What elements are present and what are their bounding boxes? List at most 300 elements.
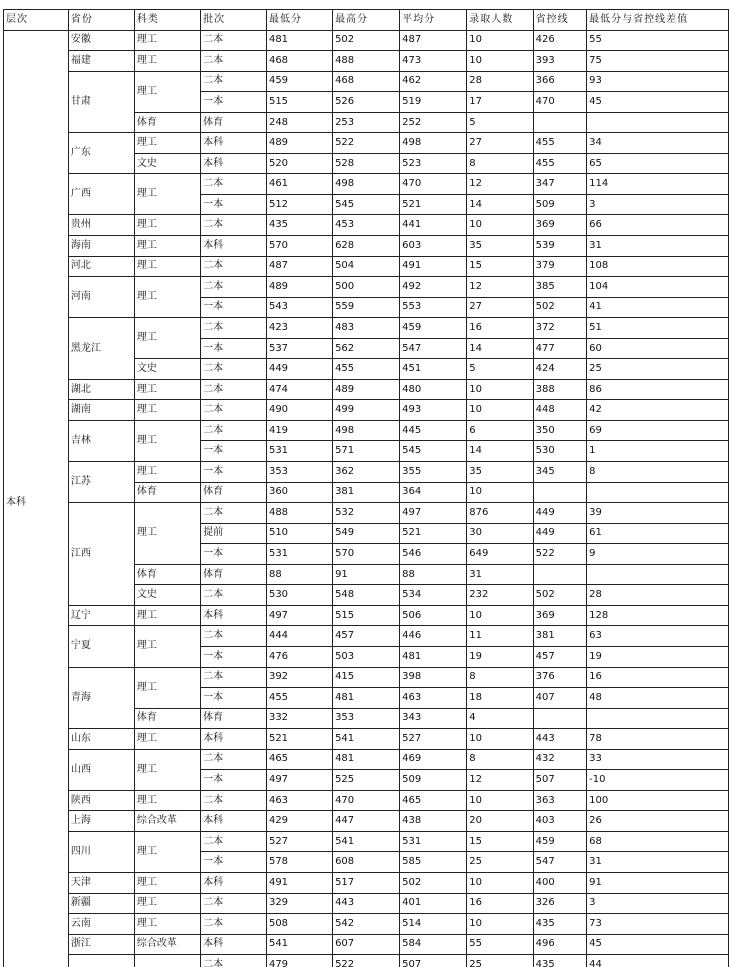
control-line-cell: 426 <box>533 30 586 51</box>
subject-cell: 理工 <box>134 420 200 461</box>
control-line-cell: 507 <box>533 770 586 791</box>
control-line-cell <box>533 482 586 503</box>
province-cell: 浙江 <box>68 934 134 955</box>
min-score-cell: 360 <box>266 482 332 503</box>
province-cell: 安徽 <box>68 30 134 51</box>
avg-score-cell: 521 <box>400 523 467 544</box>
control-line-cell: 400 <box>533 872 586 893</box>
table-row <box>4 914 729 935</box>
batch-cell: 一本 <box>201 462 267 483</box>
max-score-cell: 515 <box>333 605 400 626</box>
province-cell: 吉林 <box>68 420 134 461</box>
diff-cell: 100 <box>587 790 729 811</box>
header-batch: 批次 <box>201 10 267 31</box>
subject-cell: 理工 <box>134 605 200 626</box>
admitted-cell: 27 <box>467 133 533 154</box>
control-line-cell: 424 <box>533 359 586 380</box>
province-cell: 广东 <box>68 133 134 174</box>
control-line-cell: 381 <box>533 626 586 647</box>
control-line-cell: 459 <box>533 831 586 852</box>
subject-cell: 理工 <box>134 277 200 318</box>
table-row <box>4 256 729 277</box>
header-min-score: 最低分 <box>266 10 332 31</box>
diff-cell: 31 <box>587 236 729 257</box>
control-line-cell: 366 <box>533 71 586 92</box>
avg-score-cell: 364 <box>400 482 467 503</box>
avg-score-cell: 401 <box>400 893 467 914</box>
min-score-cell: 463 <box>266 790 332 811</box>
batch-cell: 二本 <box>201 277 267 298</box>
diff-cell: 63 <box>587 626 729 647</box>
batch-cell: 体育 <box>201 112 267 133</box>
min-score-cell: 455 <box>266 688 332 709</box>
avg-score-cell: 446 <box>400 626 467 647</box>
control-line-cell: 435 <box>533 914 586 935</box>
admitted-cell: 232 <box>467 585 533 606</box>
batch-cell: 二本 <box>201 749 267 770</box>
min-score-cell: 479 <box>266 955 332 967</box>
control-line-cell: 443 <box>533 729 586 750</box>
admitted-cell: 25 <box>467 852 533 873</box>
subject-cell: 理工 <box>134 400 200 421</box>
min-score-cell: 531 <box>266 441 332 462</box>
batch-cell: 二本 <box>201 400 267 421</box>
max-score-cell: 453 <box>333 215 400 236</box>
subject-cell: 理工 <box>134 133 200 154</box>
avg-score-cell: 506 <box>400 605 467 626</box>
max-score-cell: 502 <box>333 30 400 51</box>
subject-cell: 理工 <box>134 462 200 483</box>
batch-cell: 本科 <box>201 872 267 893</box>
max-score-cell: 500 <box>333 277 400 298</box>
subject-cell: 理工 <box>134 872 200 893</box>
min-score-cell: 248 <box>266 112 332 133</box>
admitted-cell: 30 <box>467 523 533 544</box>
avg-score-cell: 480 <box>400 379 467 400</box>
batch-cell: 二本 <box>201 831 267 852</box>
admitted-cell: 8 <box>467 153 533 174</box>
max-score-cell: 541 <box>333 831 400 852</box>
batch-cell: 二本 <box>201 215 267 236</box>
table-row <box>4 236 729 257</box>
control-line-cell: 376 <box>533 667 586 688</box>
subject-cell: 体育 <box>134 564 200 585</box>
min-score-cell: 497 <box>266 770 332 791</box>
header-level: 层次 <box>4 10 69 31</box>
subject-cell: 文史 <box>134 359 200 380</box>
diff-cell: 45 <box>587 92 729 113</box>
province-cell: 湖南 <box>68 400 134 421</box>
avg-score-cell: 521 <box>400 194 467 215</box>
batch-cell: 本科 <box>201 605 267 626</box>
max-score-cell: 455 <box>333 359 400 380</box>
avg-score-cell: 519 <box>400 92 467 113</box>
table-row <box>4 71 729 92</box>
batch-cell: 二本 <box>201 893 267 914</box>
avg-score-cell: 343 <box>400 708 467 729</box>
avg-score-cell: 514 <box>400 914 467 935</box>
province-cell: 四川 <box>68 831 134 872</box>
table-row <box>4 893 729 914</box>
avg-score-cell: 498 <box>400 133 467 154</box>
diff-cell: 33 <box>587 749 729 770</box>
control-line-cell: 403 <box>533 811 586 832</box>
avg-score-cell: 545 <box>400 441 467 462</box>
min-score-cell: 508 <box>266 914 332 935</box>
province-cell <box>68 955 134 967</box>
max-score-cell: 498 <box>333 420 400 441</box>
header-admitted: 录取人数 <box>467 10 533 31</box>
admitted-cell: 10 <box>467 605 533 626</box>
control-line-cell: 502 <box>533 297 586 318</box>
diff-cell: 75 <box>587 51 729 72</box>
admitted-cell: 10 <box>467 30 533 51</box>
max-score-cell: 526 <box>333 92 400 113</box>
max-score-cell: 488 <box>333 51 400 72</box>
max-score-cell: 570 <box>333 544 400 565</box>
control-line-cell: 449 <box>533 503 586 524</box>
min-score-cell: 392 <box>266 667 332 688</box>
avg-score-cell: 441 <box>400 215 467 236</box>
diff-cell <box>587 112 729 133</box>
max-score-cell: 415 <box>333 667 400 688</box>
admitted-cell: 5 <box>467 359 533 380</box>
batch-cell: 体育 <box>201 564 267 585</box>
table-row <box>4 215 729 236</box>
diff-cell: 69 <box>587 420 729 441</box>
max-score-cell: 532 <box>333 503 400 524</box>
subject-cell: 理工 <box>134 893 200 914</box>
subject-cell: 体育 <box>134 482 200 503</box>
admitted-cell: 55 <box>467 934 533 955</box>
admitted-cell: 5 <box>467 112 533 133</box>
control-line-cell: 448 <box>533 400 586 421</box>
admitted-cell: 10 <box>467 790 533 811</box>
admitted-cell: 10 <box>467 729 533 750</box>
max-score-cell: 468 <box>333 71 400 92</box>
batch-cell: 体育 <box>201 482 267 503</box>
diff-cell: 44 <box>587 955 729 967</box>
diff-cell <box>587 482 729 503</box>
batch-cell: 一本 <box>201 194 267 215</box>
admitted-cell: 10 <box>467 914 533 935</box>
control-line-cell: 477 <box>533 338 586 359</box>
province-cell: 陕西 <box>68 790 134 811</box>
diff-cell <box>587 564 729 585</box>
max-score-cell: 545 <box>333 194 400 215</box>
batch-cell: 二本 <box>201 503 267 524</box>
subject-cell: 理工 <box>134 174 200 215</box>
province-cell: 贵州 <box>68 215 134 236</box>
header-control-line: 省控线 <box>533 10 586 31</box>
max-score-cell: 483 <box>333 318 400 339</box>
header-diff: 最低分与省控线差值 <box>587 10 729 31</box>
max-score-cell: 542 <box>333 914 400 935</box>
max-score-cell: 503 <box>333 646 400 667</box>
avg-score-cell: 507 <box>400 955 467 967</box>
province-cell: 江西 <box>68 503 134 606</box>
control-line-cell: 350 <box>533 420 586 441</box>
subject-cell: 理工 <box>134 30 200 51</box>
subject-cell: 理工 <box>134 379 200 400</box>
control-line-cell: 509 <box>533 194 586 215</box>
control-line-cell: 379 <box>533 256 586 277</box>
min-score-cell: 444 <box>266 626 332 647</box>
max-score-cell: 504 <box>333 256 400 277</box>
avg-score-cell: 473 <box>400 51 467 72</box>
batch-cell: 二本 <box>201 420 267 441</box>
avg-score-cell: 497 <box>400 503 467 524</box>
admitted-cell: 14 <box>467 194 533 215</box>
min-score-cell: 515 <box>266 92 332 113</box>
min-score-cell: 459 <box>266 71 332 92</box>
province-cell: 河北 <box>68 256 134 277</box>
max-score-cell: 608 <box>333 852 400 873</box>
diff-cell: 28 <box>587 585 729 606</box>
subject-cell: 理工 <box>134 626 200 667</box>
max-score-cell: 559 <box>333 297 400 318</box>
province-cell: 广西 <box>68 174 134 215</box>
avg-score-cell: 534 <box>400 585 467 606</box>
admitted-cell: 14 <box>467 441 533 462</box>
subject-cell: 理工 <box>134 236 200 257</box>
province-cell: 辽宁 <box>68 605 134 626</box>
subject-cell: 理工 <box>134 318 200 359</box>
table-row <box>4 400 729 421</box>
min-score-cell: 537 <box>266 338 332 359</box>
diff-cell: 86 <box>587 379 729 400</box>
subject-cell: 理工 <box>134 914 200 935</box>
batch-cell: 二本 <box>201 914 267 935</box>
avg-score-cell: 469 <box>400 749 467 770</box>
control-line-cell: 435 <box>533 955 586 967</box>
min-score-cell: 530 <box>266 585 332 606</box>
diff-cell: 26 <box>587 811 729 832</box>
min-score-cell: 461 <box>266 174 332 195</box>
max-score-cell: 381 <box>333 482 400 503</box>
admitted-cell: 8 <box>467 749 533 770</box>
diff-cell: 16 <box>587 667 729 688</box>
batch-cell: 一本 <box>201 92 267 113</box>
max-score-cell: 470 <box>333 790 400 811</box>
batch-cell: 一本 <box>201 441 267 462</box>
avg-score-cell: 493 <box>400 400 467 421</box>
control-line-cell: 547 <box>533 852 586 873</box>
min-score-cell: 578 <box>266 852 332 873</box>
diff-cell: 93 <box>587 71 729 92</box>
batch-cell: 二本 <box>201 71 267 92</box>
admitted-cell: 10 <box>467 872 533 893</box>
admitted-cell: 31 <box>467 564 533 585</box>
subject-cell <box>134 955 200 967</box>
batch-cell: 二本 <box>201 379 267 400</box>
table-row <box>4 318 729 339</box>
diff-cell: 34 <box>587 133 729 154</box>
min-score-cell: 527 <box>266 831 332 852</box>
subject-cell: 理工 <box>134 749 200 790</box>
batch-cell: 二本 <box>201 318 267 339</box>
min-score-cell: 512 <box>266 194 332 215</box>
level-cell: 本科 <box>4 30 69 967</box>
diff-cell: 114 <box>587 174 729 195</box>
diff-cell <box>587 708 729 729</box>
min-score-cell: 449 <box>266 359 332 380</box>
diff-cell: 8 <box>587 462 729 483</box>
table-row <box>4 605 729 626</box>
control-line-cell: 455 <box>533 153 586 174</box>
control-line-cell: 530 <box>533 441 586 462</box>
max-score-cell: 447 <box>333 811 400 832</box>
admitted-cell: 35 <box>467 236 533 257</box>
avg-score-cell: 527 <box>400 729 467 750</box>
min-score-cell: 531 <box>266 544 332 565</box>
admitted-cell: 18 <box>467 688 533 709</box>
avg-score-cell: 398 <box>400 667 467 688</box>
control-line-cell: 539 <box>533 236 586 257</box>
diff-cell: 65 <box>587 153 729 174</box>
max-score-cell: 541 <box>333 729 400 750</box>
batch-cell: 体育 <box>201 708 267 729</box>
control-line-cell <box>533 708 586 729</box>
diff-cell: 31 <box>587 852 729 873</box>
subject-cell: 理工 <box>134 51 200 72</box>
batch-cell: 一本 <box>201 770 267 791</box>
table-row <box>4 729 729 750</box>
control-line-cell: 326 <box>533 893 586 914</box>
batch-cell: 二本 <box>201 30 267 51</box>
batch-cell: 本科 <box>201 729 267 750</box>
subject-cell: 理工 <box>134 256 200 277</box>
batch-cell: 二本 <box>201 585 267 606</box>
max-score-cell: 607 <box>333 934 400 955</box>
admitted-cell: 20 <box>467 811 533 832</box>
avg-score-cell: 553 <box>400 297 467 318</box>
subject-cell: 综合改革 <box>134 811 200 832</box>
control-line-cell: 369 <box>533 605 586 626</box>
control-line-cell: 363 <box>533 790 586 811</box>
admitted-cell: 4 <box>467 708 533 729</box>
min-score-cell: 465 <box>266 749 332 770</box>
batch-cell: 本科 <box>201 811 267 832</box>
subject-cell: 理工 <box>134 71 200 112</box>
admitted-cell: 19 <box>467 646 533 667</box>
control-line-cell: 522 <box>533 544 586 565</box>
province-cell: 云南 <box>68 914 134 935</box>
admitted-cell: 10 <box>467 400 533 421</box>
avg-score-cell: 584 <box>400 934 467 955</box>
table-row <box>4 955 729 967</box>
diff-cell: 42 <box>587 400 729 421</box>
diff-cell: 91 <box>587 872 729 893</box>
diff-cell: 3 <box>587 194 729 215</box>
min-score-cell: 419 <box>266 420 332 441</box>
province-cell: 江苏 <box>68 462 134 503</box>
batch-cell: 二本 <box>201 790 267 811</box>
min-score-cell: 487 <box>266 256 332 277</box>
batch-cell: 一本 <box>201 688 267 709</box>
admitted-cell: 11 <box>467 626 533 647</box>
subject-cell: 理工 <box>134 215 200 236</box>
avg-score-cell: 531 <box>400 831 467 852</box>
subject-cell: 理工 <box>134 790 200 811</box>
control-line-cell: 449 <box>533 523 586 544</box>
min-score-cell: 570 <box>266 236 332 257</box>
min-score-cell: 490 <box>266 400 332 421</box>
avg-score-cell: 491 <box>400 256 467 277</box>
control-line-cell <box>533 112 586 133</box>
max-score-cell: 499 <box>333 400 400 421</box>
province-cell: 天津 <box>68 872 134 893</box>
max-score-cell: 353 <box>333 708 400 729</box>
control-line-cell: 496 <box>533 934 586 955</box>
batch-cell: 一本 <box>201 646 267 667</box>
diff-cell: 1 <box>587 441 729 462</box>
diff-cell: 61 <box>587 523 729 544</box>
avg-score-cell: 459 <box>400 318 467 339</box>
control-line-cell: 393 <box>533 51 586 72</box>
diff-cell: 25 <box>587 359 729 380</box>
avg-score-cell: 492 <box>400 277 467 298</box>
avg-score-cell: 470 <box>400 174 467 195</box>
control-line-cell: 502 <box>533 585 586 606</box>
table-row <box>4 420 729 441</box>
control-line-cell: 455 <box>533 133 586 154</box>
table-row <box>4 626 729 647</box>
admitted-cell: 15 <box>467 831 533 852</box>
batch-cell: 一本 <box>201 852 267 873</box>
control-line-cell: 345 <box>533 462 586 483</box>
batch-cell: 本科 <box>201 934 267 955</box>
min-score-cell: 435 <box>266 215 332 236</box>
table-body <box>4 30 729 967</box>
diff-cell: 55 <box>587 30 729 51</box>
diff-cell: 39 <box>587 503 729 524</box>
avg-score-cell: 509 <box>400 770 467 791</box>
admitted-cell: 10 <box>467 215 533 236</box>
avg-score-cell: 355 <box>400 462 467 483</box>
admitted-cell: 35 <box>467 462 533 483</box>
min-score-cell: 488 <box>266 503 332 524</box>
avg-score-cell: 252 <box>400 112 467 133</box>
avg-score-cell: 547 <box>400 338 467 359</box>
min-score-cell: 476 <box>266 646 332 667</box>
control-line-cell: 347 <box>533 174 586 195</box>
min-score-cell: 497 <box>266 605 332 626</box>
diff-cell: -10 <box>587 770 729 791</box>
table-row <box>4 30 729 51</box>
batch-cell: 本科 <box>201 236 267 257</box>
min-score-cell: 429 <box>266 811 332 832</box>
admitted-cell: 12 <box>467 174 533 195</box>
control-line-cell <box>533 564 586 585</box>
table-row <box>4 667 729 688</box>
diff-cell: 78 <box>587 729 729 750</box>
control-line-cell: 470 <box>533 92 586 113</box>
diff-cell: 108 <box>587 256 729 277</box>
max-score-cell: 562 <box>333 338 400 359</box>
control-line-cell: 388 <box>533 379 586 400</box>
avg-score-cell: 585 <box>400 852 467 873</box>
admitted-cell: 8 <box>467 667 533 688</box>
admitted-cell: 15 <box>467 256 533 277</box>
province-cell: 甘肃 <box>68 71 134 133</box>
control-line-cell: 369 <box>533 215 586 236</box>
max-score-cell: 628 <box>333 236 400 257</box>
min-score-cell: 489 <box>266 133 332 154</box>
admitted-cell: 10 <box>467 482 533 503</box>
max-score-cell: 457 <box>333 626 400 647</box>
min-score-cell: 489 <box>266 277 332 298</box>
